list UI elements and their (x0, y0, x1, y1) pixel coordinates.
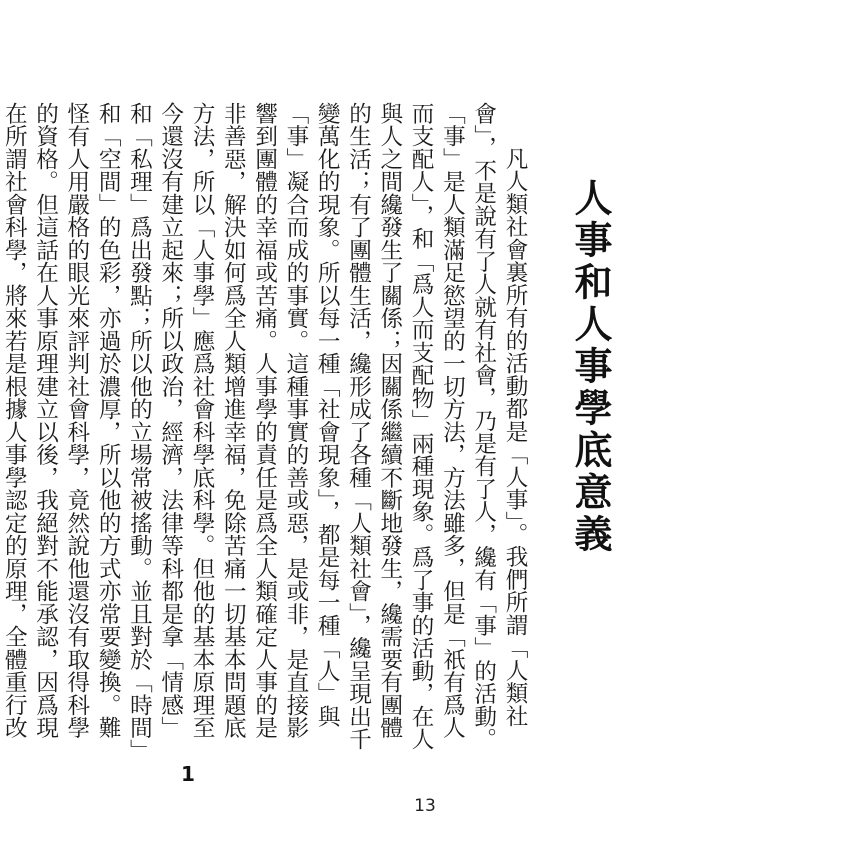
paragraph: 凡人類社會裏所有的活動都是「人事」。我們所謂「人類社會」，不是說有了人就有社會，乃是有了人，纔有「事」的活動。「事」是人類滿足慾望的一切方法，方法雖多，但是「祇有爲人而支配人」，和「爲人而支配物」兩種現象。爲了事的活動，在人與人之間纔發生了關係；因關係繼續不斷地發生，纔需要有團體的生活；有了團體生活，纔形成了各種「人類社會」，纔呈現出千變萬化的現象。所以每一種「社會現象」，都是每一種「人」與「事」凝合而成的事實。這種事實的善或惡，是或非，是直接影響到團體的幸福或苦痛。人事學的責任是爲全人類確定人事的是非善惡，解決如何爲全人類增進幸福，免除苦痛一切基本問題底方法，所以「人事學」應爲社會科學底科學。但他的基本原理至今還沒有建立起來；所以政治，經濟，法律等科都是拿「情感」和「私理」爲出發點；所以他的立場常被搖動。並且對於「時間」和「空間」的色彩，亦過於濃厚，所以他的方式亦常要變換。難怪有人用嚴格的眼光來評判社會科學，竟然說他還沒有取得科學的資格。但這話在人事原理建立以後，我絕對不能承認，因爲現在所謂社會科學，將來若是根據人事學認定的原理，全體重行改 (1, 102, 528, 751)
page-number: 13 (414, 796, 436, 816)
chapter-title: 人事和人事學底意義 (568, 178, 613, 556)
chapter-marker: 1 (181, 762, 195, 786)
body-text (1, 102, 530, 752)
